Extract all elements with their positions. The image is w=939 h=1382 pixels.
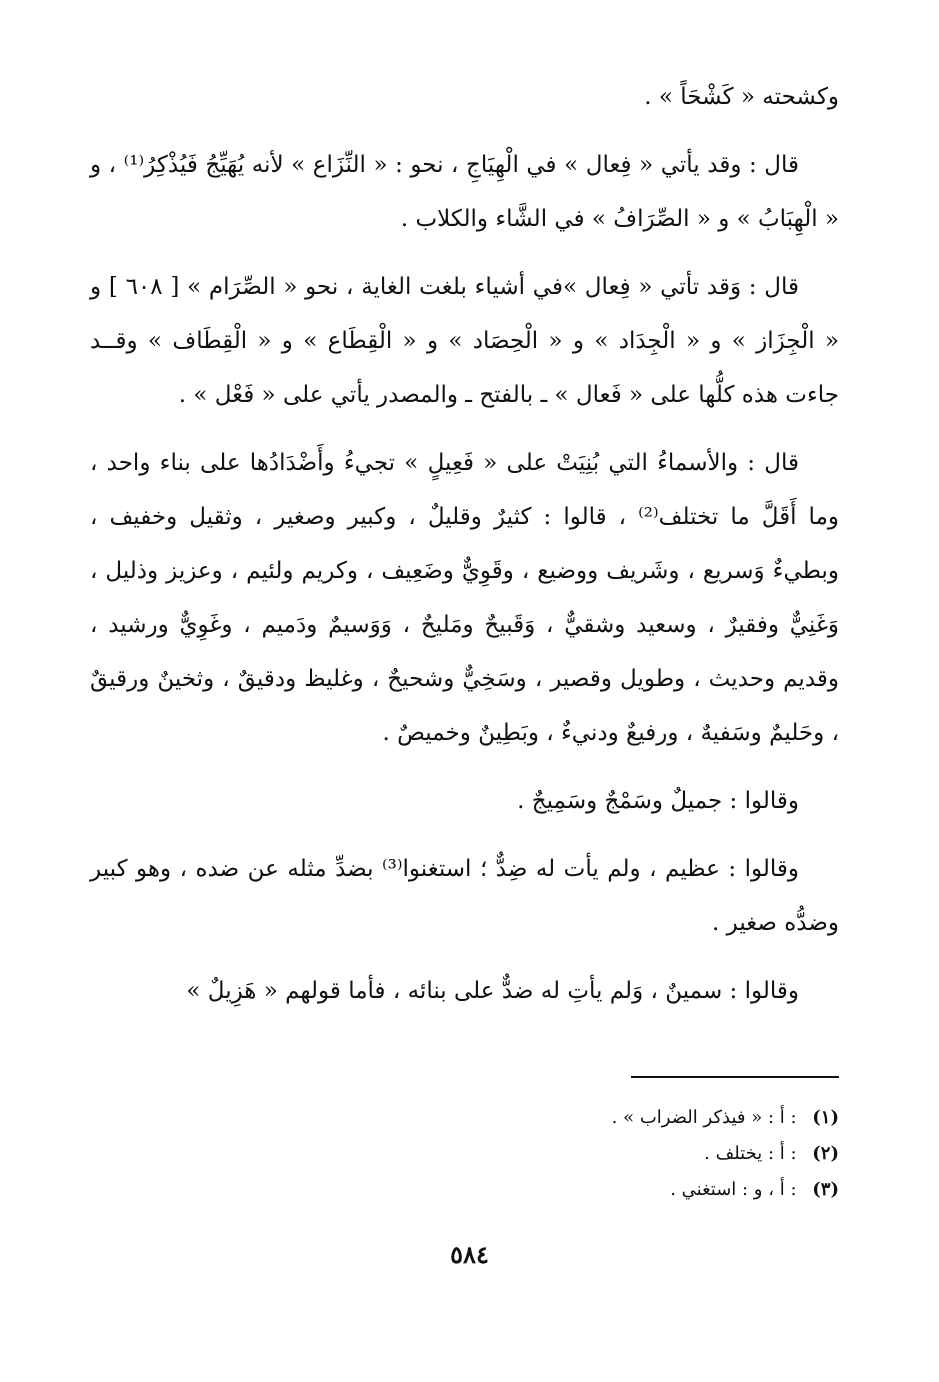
footnote-number: (١)	[812, 1107, 839, 1128]
footnote-text: : أ ، و : استغني .	[670, 1179, 797, 1200]
footnote-3	[200, 1172, 839, 1208]
footnotes	[200, 1100, 839, 1208]
paragraph-7: وقالوا : سمينٌ ، وَلم يأتِ له ضدٌّ على بنائه ، فأما قولهم « هَزِيلٌ »	[186, 978, 799, 1004]
paragraph-5: وقالوا : جميلٌ وسَمْجٌ وسَمِيجٌ .	[517, 788, 799, 814]
footnote-number: (٣)	[812, 1179, 839, 1200]
footnote-1	[200, 1100, 839, 1136]
paragraph-4: قال : والأسماءُ التي بُنِيَتْ على « فَعِيلٍ » تجيءُ وأَضْدَادُها على بناء واحد ، وما أَقَلَّ ما تختلف⁽²⁾ ، قالوا : كثيرٌ وقليلٌ ، وكبير وصغير ، وثقيل وخفيف ، وبطيءٌ وَسريع ، وشَريف ووضيع ، وقَوِيٌّ وضَعِيف ، وكريم ولئيم ، وعزيز وذليل ، وَغَنِيٌّ وفقيرٌ ، وسعيد وشقيٌّ ، وَقَبيحٌ ومَليحٌ ، وَوَسيمٌ ودَميم ، وغَوِيٌّ ورشيد ، وقديم وحديث ، وطويل وقصير ، وسَخِيٌّ وشحيحٌ ، وغليظ ودقيقٌ ، وثخينٌ ورقيقٌ ، وحَليمٌ وسَفيهٌ ، ورفيعٌ ودنيءٌ ، وبَطِينٌ وخميصٌ .	[90, 450, 839, 746]
footnote-text: : أ : « فيذكر الضراب » .	[611, 1107, 797, 1128]
footnote-text: : أ : يختلف .	[704, 1143, 797, 1164]
paragraph-1: وكشحته « كَشْحَاً » .	[644, 84, 839, 110]
footnote-2	[200, 1136, 839, 1172]
footnote-number: (٢)	[812, 1143, 839, 1164]
footnote-divider	[631, 1076, 839, 1078]
page-number: ٥٨٤	[450, 1240, 489, 1269]
paragraph-2: قال : وقد يأتي « فِعال » في الْهِيَاجِ ، نحو : « النِّزَاع » لأنه يُهَيِّجُ فَيُذْكِرُ⁽¹⁾ ، و « الْهِبَابُ » و « الصِّرَافُ » في الشَّاء والكلاب .	[90, 152, 839, 232]
paragraph-3: قال : وَقد تأتي « فِعال »في أشياء بلغت الغاية ، نحو « الصِّرَام » [ ٦٠٨ ] و « الْجِزَاز » و « الْجِدَاد » و « الْحِصَاد » و « الْقِطَاع » و « الْقِطَاف » وقــد جاءت هذه كلُّها على « فَعال » ـ بالفتح ـ والمصدر يأتي على « فَعْل » .	[90, 274, 839, 408]
paragraph-6: وقالوا : عظيم ، ولم يأت له ضِدٌّ ؛ استغنوا⁽³⁾ بضدِّ مثله عن ضده ، وهو كبير وضدُّه صغير .	[90, 856, 839, 936]
main-text	[90, 70, 839, 1032]
